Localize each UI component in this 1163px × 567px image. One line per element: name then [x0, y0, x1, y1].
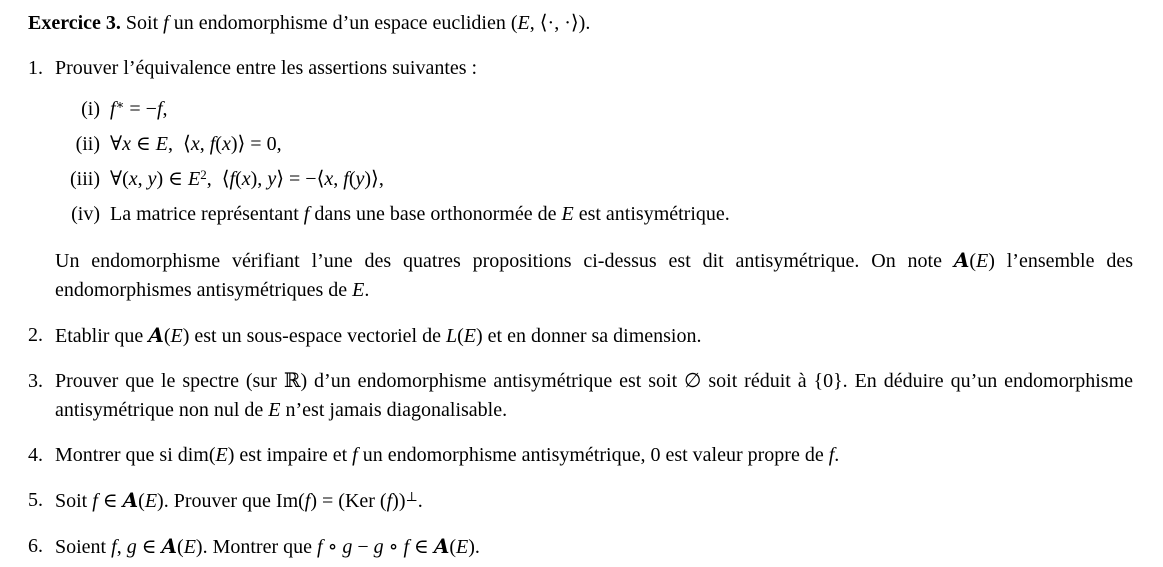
item-content — [28, 9, 1133, 38]
calligraphic-symbol: A — [122, 488, 139, 512]
item-content — [110, 95, 1133, 124]
list-item-3 — [28, 367, 1133, 425]
text-run: ) et en donner sa dimension. — [475, 325, 702, 347]
list-item-2 — [28, 321, 1133, 351]
text-run: La matrice représentant — [110, 203, 304, 225]
math-symbol: f — [386, 490, 393, 512]
text-run: ). Prouver que Im( — [157, 490, 305, 512]
text-run: n’est jamais diagonalisable. — [280, 399, 508, 421]
superscript: ⊥ — [405, 489, 418, 504]
text-run: ) l’ensemble des endomorphismes antisymétriques de — [55, 250, 1133, 301]
text-run: , — [162, 98, 168, 120]
item-label: 1. — [28, 57, 43, 79]
text-run: ( — [348, 168, 356, 190]
text-run: dans une base orthonormée de — [309, 203, 562, 225]
list-item-4 — [28, 441, 1133, 470]
text-run: ∀ — [110, 133, 123, 155]
document-body — [28, 9, 1133, 562]
item-content — [55, 441, 1133, 470]
text-run: ( — [969, 250, 977, 272]
math-symbol: x — [122, 133, 131, 155]
text-run: Soient — [55, 536, 112, 558]
assertion-iv — [28, 200, 1133, 229]
item-content — [110, 130, 1133, 159]
text-run: Exercice 3. — [28, 12, 121, 34]
item-label: (i) — [81, 98, 100, 120]
superscript: ∗ — [115, 97, 125, 112]
math-symbol: E — [187, 168, 201, 190]
text-run: )⟩ = 0, — [230, 133, 282, 155]
text-run: , ⟨ — [168, 133, 191, 155]
math-symbol: E — [155, 133, 168, 155]
text-run: Prouver que le spectre (sur ℝ) d’un endomorphisme antisymétrique est soit ∅ soit réduit à {0}. En déduire qu’un endomorphisme antisymétrique non nul de — [55, 370, 1133, 421]
text-run: ( — [138, 490, 145, 512]
text-run: , — [333, 168, 344, 190]
list-item-5 — [28, 486, 1133, 516]
math-symbol: f — [304, 490, 311, 512]
math-symbol: y — [147, 168, 157, 190]
text-run: ), — [250, 168, 268, 190]
math-symbol: E — [561, 203, 574, 225]
text-run: . — [417, 490, 423, 512]
text-run: Etablir que — [55, 325, 149, 347]
math-symbol: g — [373, 536, 384, 558]
text-run: )) — [392, 490, 406, 512]
text-run: ∘ — [322, 536, 343, 558]
text-run: ⟩ = −⟨ — [276, 168, 325, 190]
item-label: 6. — [28, 535, 43, 557]
text-run: Soit — [55, 490, 93, 512]
math-symbol: f — [303, 203, 310, 225]
text-run: , — [137, 168, 148, 190]
text-run: ). Montrer que — [195, 536, 317, 558]
item-label: (iii) — [70, 168, 100, 190]
text-run: ( — [177, 536, 184, 558]
math-symbol: f — [110, 98, 116, 120]
text-run: ∈ — [409, 536, 434, 558]
text-run: − — [352, 536, 374, 558]
math-symbol: E — [268, 399, 281, 421]
assertion-iii — [28, 165, 1133, 194]
calligraphic-symbol: A — [148, 323, 164, 347]
text-run: , — [199, 133, 210, 155]
text-run: ) = (Ker ( — [310, 490, 387, 512]
text-run: ∀( — [110, 168, 129, 190]
calligraphic-symbol: A — [161, 534, 178, 558]
calligraphic-symbol: A — [953, 248, 970, 272]
math-symbol: f — [92, 490, 98, 512]
math-symbol: E — [463, 325, 476, 347]
math-symbol: x — [324, 168, 334, 190]
math-symbol: g — [126, 536, 137, 558]
math-symbol: f — [352, 444, 358, 466]
math-symbol: f — [317, 536, 323, 558]
text-run: un endomorphisme antisymétrique, 0 est valeur propre de — [357, 444, 829, 466]
calligraphic-symbol: A — [433, 534, 450, 558]
text-run: Un endomorphisme vérifiant l’une des quatres propositions ci-dessus est dit antisymétrique. On note — [55, 250, 954, 272]
item-content — [110, 165, 1133, 194]
item-label: (iv) — [71, 203, 100, 225]
assertion-i — [28, 95, 1133, 124]
text-run: ∈ — [97, 490, 123, 512]
superscript: 2 — [200, 167, 207, 182]
text-run: ) est impaire et — [227, 444, 353, 466]
text-run: est antisymétrique. — [573, 203, 730, 225]
text-run: ( — [449, 536, 457, 558]
text-run: )⟩, — [364, 168, 384, 190]
definition-paragraph — [55, 246, 1133, 305]
math-symbol: f — [403, 536, 410, 558]
assertion-ii — [28, 130, 1133, 159]
text-run: ∈ — [136, 536, 162, 558]
text-run: . — [834, 444, 840, 466]
math-symbol: f — [229, 168, 236, 190]
math-symbol: x — [128, 168, 138, 190]
text-run: ∘ — [383, 536, 404, 558]
item-label: 2. — [28, 324, 43, 346]
item-content — [110, 200, 1133, 229]
text-run: , — [116, 536, 127, 558]
item-label: (ii) — [75, 133, 100, 155]
math-symbol: f — [156, 98, 163, 120]
math-symbol: E — [144, 490, 158, 512]
exercise-header — [28, 9, 1133, 38]
text-run: ( — [457, 325, 464, 347]
math-symbol: E — [456, 536, 469, 558]
math-symbol: E — [183, 536, 196, 558]
math-symbol: f — [163, 12, 169, 34]
math-symbol: y — [267, 168, 277, 190]
text-run: un endomorphisme d’un espace euclidien ( — [168, 12, 518, 34]
math-symbol: E — [517, 12, 530, 34]
item-label: 5. — [28, 489, 43, 511]
list-item-1 — [28, 54, 1133, 83]
text-run: ). — [468, 536, 480, 558]
math-symbol: f — [343, 168, 349, 190]
text-run: ( — [235, 168, 242, 190]
math-symbol: x — [190, 133, 200, 155]
math-symbol: f — [111, 536, 117, 558]
text-run: , ⟨ — [206, 168, 230, 190]
item-content — [55, 367, 1133, 425]
text-run: . — [364, 279, 370, 301]
item-content — [55, 532, 1133, 562]
text-run: Soit — [120, 12, 164, 34]
text-run: Montrer que si dim( — [55, 444, 216, 466]
math-symbol: g — [342, 536, 353, 558]
item-content — [55, 246, 1133, 305]
math-symbol: E — [976, 250, 989, 272]
text-run: ) est un sous-espace vectoriel de — [182, 325, 446, 347]
item-content — [55, 54, 1133, 83]
math-symbol: L — [445, 325, 458, 347]
math-symbol: E — [215, 444, 228, 466]
item-content — [55, 486, 1133, 516]
math-symbol: x — [221, 133, 231, 155]
math-symbol: E — [352, 279, 365, 301]
text-run: = − — [124, 98, 157, 120]
text-run: Prouver l’équivalence entre les assertions suivantes : — [55, 57, 478, 79]
text-run: , ⟨·, ·⟩). — [529, 12, 591, 34]
list-item-6 — [28, 532, 1133, 562]
item-label: 3. — [28, 370, 43, 392]
math-symbol: f — [828, 444, 835, 466]
text-run: ( — [163, 325, 171, 347]
item-label: 4. — [28, 444, 43, 466]
item-content — [55, 321, 1133, 351]
text-run: ( — [215, 133, 222, 155]
math-symbol: y — [355, 168, 365, 190]
math-symbol: E — [170, 325, 183, 347]
text-run: ) ∈ — [156, 168, 188, 190]
text-run: ∈ — [130, 133, 156, 155]
math-symbol: x — [241, 168, 251, 190]
math-symbol: f — [209, 133, 216, 155]
